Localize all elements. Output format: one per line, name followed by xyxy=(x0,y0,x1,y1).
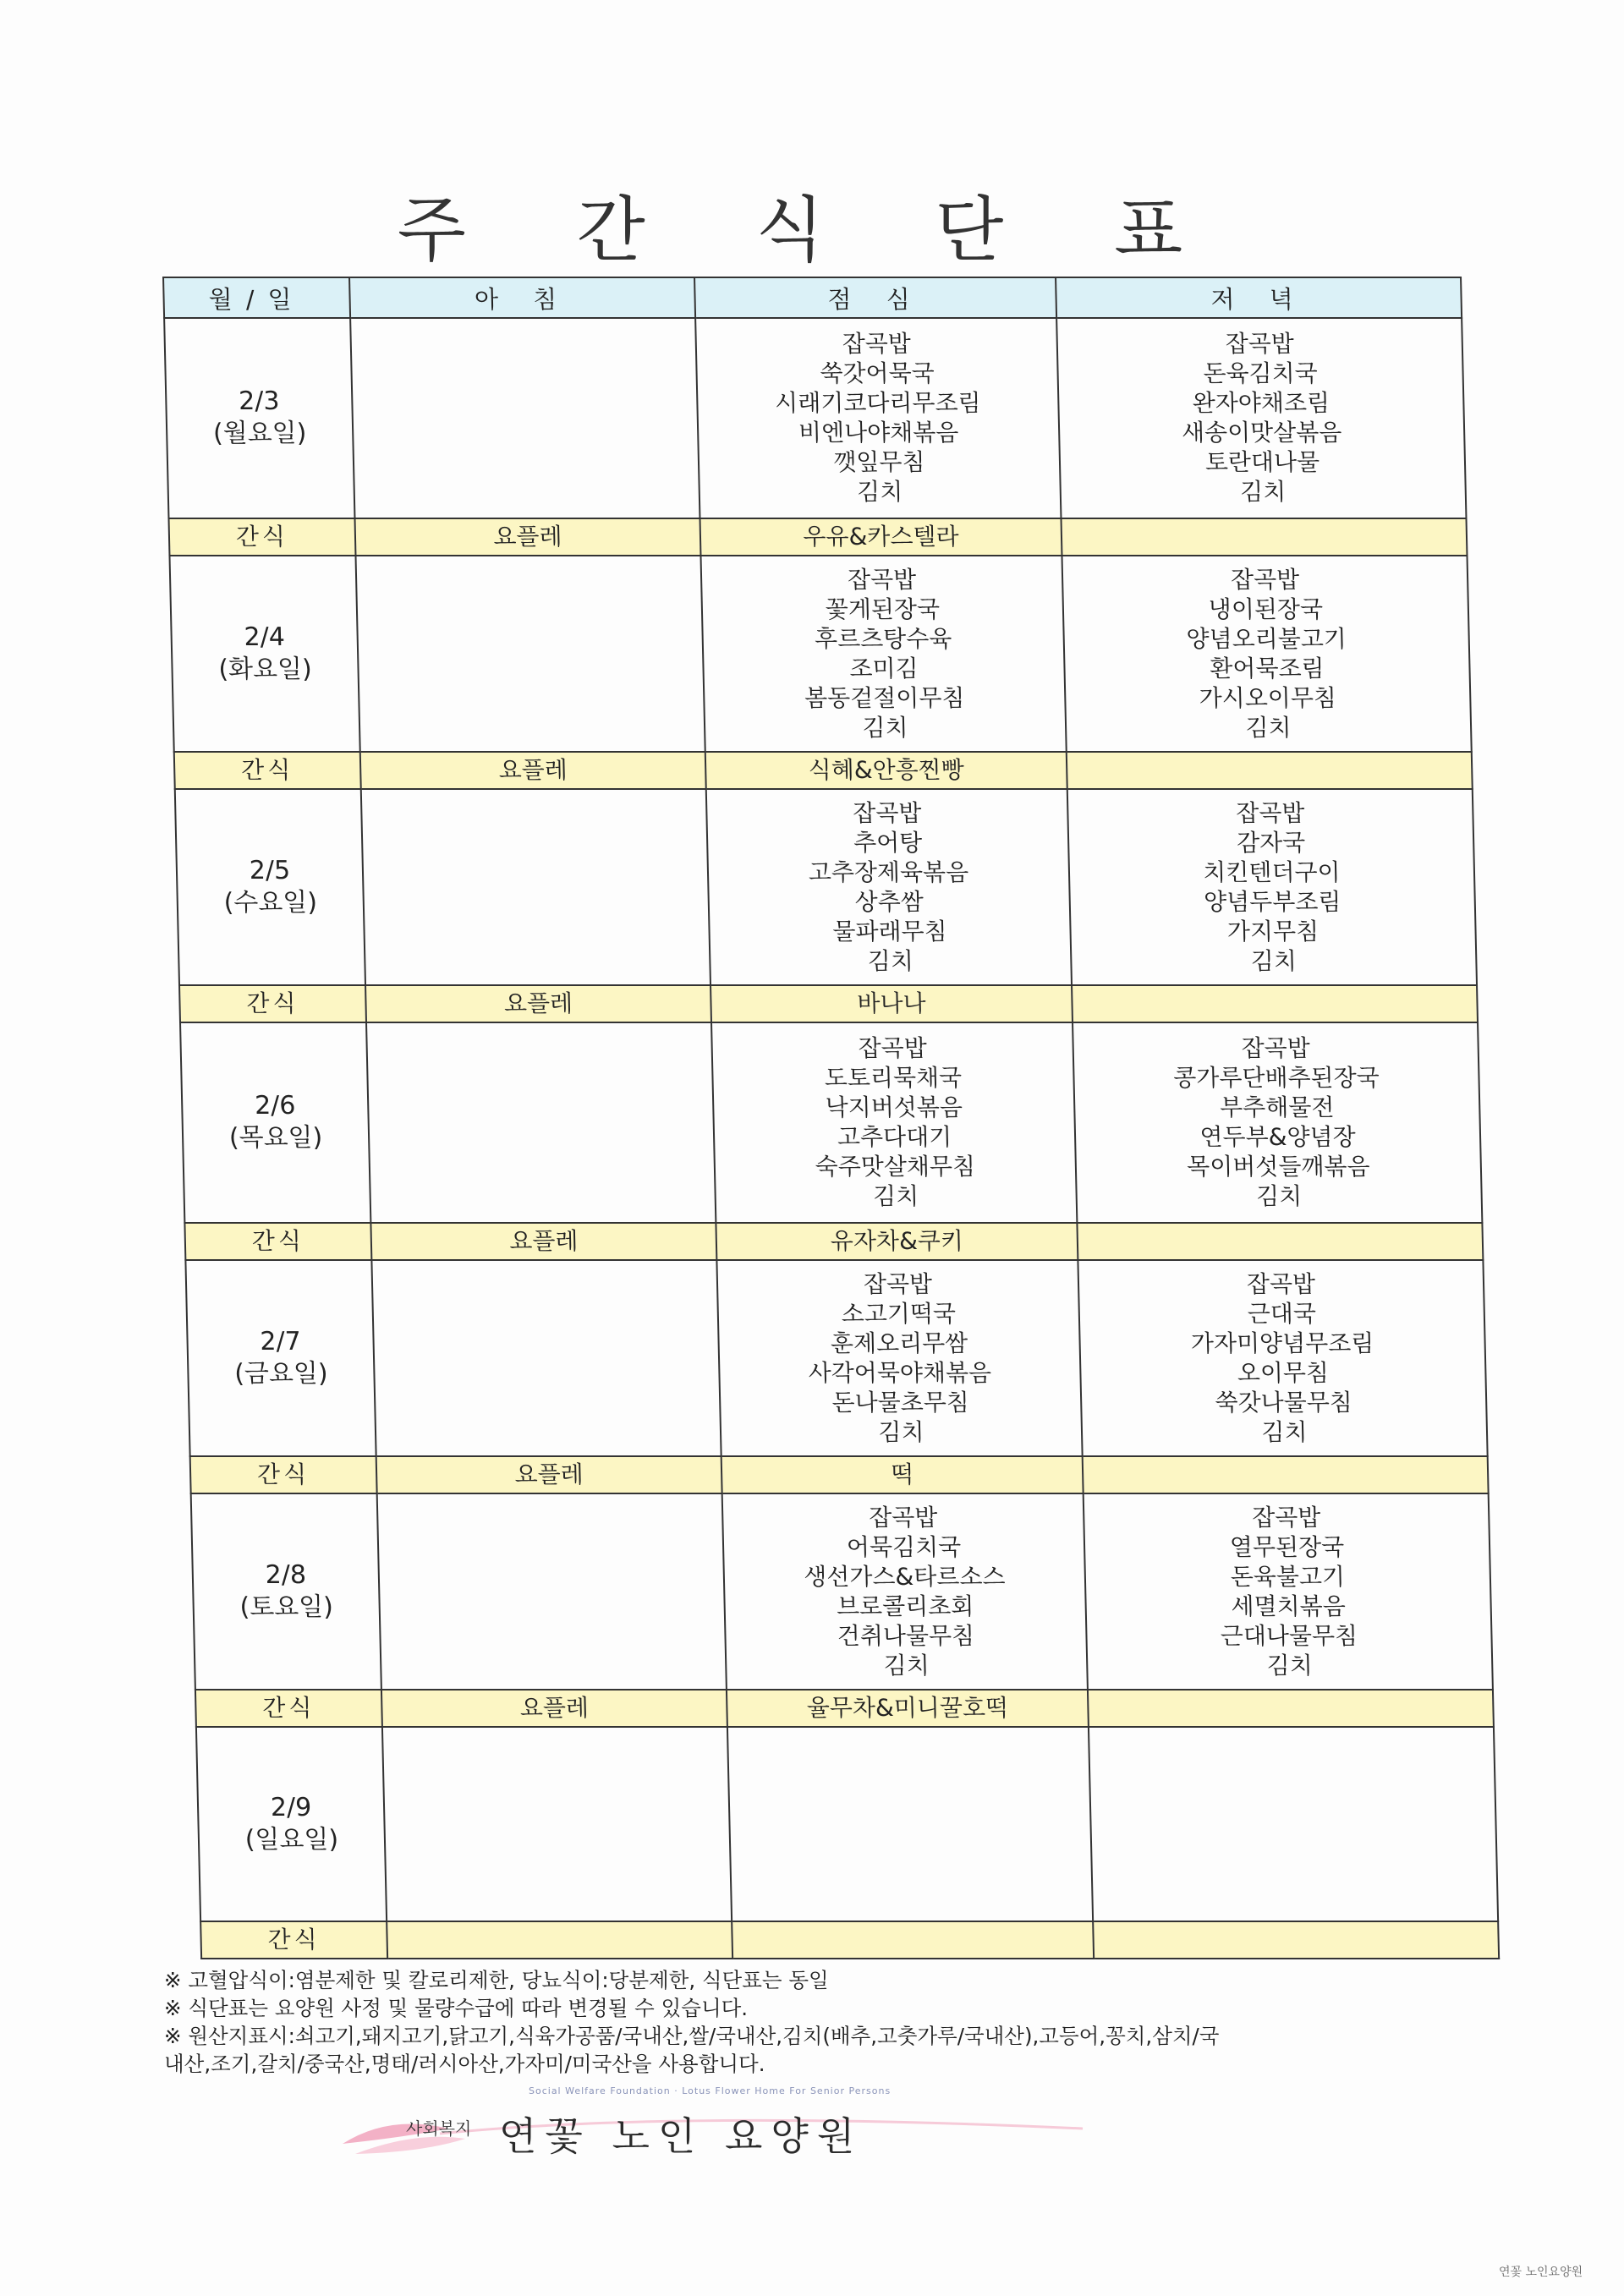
day-row xyxy=(175,789,1477,985)
menu-item: 추어탕 xyxy=(853,828,923,857)
menu-item: 근대나물무침 xyxy=(1220,1621,1358,1650)
day-weekday: (금요일) xyxy=(233,1358,329,1389)
note-line: ※ 식단표는 요양원 사정 및 물량수급에 따라 변경될 수 있습니다. xyxy=(164,1996,749,2020)
snack-label: 간식 xyxy=(174,752,361,789)
page-title: 주 간 식 단 표 xyxy=(397,189,1227,271)
menu-item: 비엔나야채볶음 xyxy=(798,419,959,447)
snack-label: 간식 xyxy=(195,1690,382,1727)
snack-label: 간식 xyxy=(179,985,366,1022)
menu-item: 김치 xyxy=(867,946,914,975)
menu-item: 잡곡밥 xyxy=(868,1503,938,1532)
day-row xyxy=(196,1727,1498,1921)
day-row xyxy=(191,1493,1493,1690)
menu-item: 김치 xyxy=(856,478,903,507)
day-weekday: (토요일) xyxy=(239,1592,334,1622)
snack-breakfast-cell: 요플레 xyxy=(354,518,700,556)
lunch-cell xyxy=(722,1493,1088,1690)
menu-item: 환어묵조림 xyxy=(1210,654,1325,682)
day-date: 2/6 xyxy=(254,1091,296,1121)
lunch-cell xyxy=(716,1260,1082,1456)
menu-item: 잡곡밥 xyxy=(1225,330,1295,359)
menu-item: 잡곡밥 xyxy=(1246,1269,1316,1298)
menu-item: 상추쌈 xyxy=(854,887,924,916)
lunch-cell xyxy=(727,1727,1093,1921)
menu-item: 열무된장국 xyxy=(1229,1532,1345,1561)
menu-item: 김치 xyxy=(1250,946,1298,975)
menu-item: 김치 xyxy=(1245,713,1292,742)
weekly-menu-table xyxy=(162,277,1500,1959)
menu-item: 사각어묵야채볶음 xyxy=(808,1358,992,1387)
menu-item: 훈제오리무쌈 xyxy=(830,1329,968,1357)
snack-lunch-cell: 바나나 xyxy=(710,985,1073,1022)
snack-lunch-cell xyxy=(732,1921,1094,1959)
menu-item: 후르츠탕수육 xyxy=(814,624,952,653)
day-cell xyxy=(169,556,359,752)
note-line: 내산,조기,갈치/중국산,명태/러시아산,가자미/미국산을 사용합니다. xyxy=(164,2052,765,2076)
snack-dinner-cell xyxy=(1067,752,1473,789)
day-row xyxy=(164,318,1466,518)
menu-item: 치킨텐더구이 xyxy=(1202,858,1341,886)
day-date: 2/5 xyxy=(249,855,291,885)
menu-item: 오이무침 xyxy=(1237,1358,1330,1387)
dinner-cell xyxy=(1062,556,1471,752)
menu-item: 연두부&양념장 xyxy=(1199,1123,1357,1152)
header-breakfast: 아 침 xyxy=(349,277,695,318)
breakfast-cell xyxy=(361,789,710,985)
snack-lunch-cell: 우유&카스텔라 xyxy=(700,518,1062,556)
snack-row xyxy=(200,1921,1499,1959)
day-cell xyxy=(180,1022,370,1223)
day-date: 2/3 xyxy=(238,386,280,417)
menu-item: 도토리묵채국 xyxy=(824,1064,963,1093)
snack-dinner-cell xyxy=(1077,1223,1483,1260)
footer-subtitle: Social Welfare Foundation · Lotus Flower Home For Senior Persons xyxy=(529,2085,892,2096)
menu-item: 부추해물전 xyxy=(1219,1093,1335,1122)
note-line: ※ 고혈압식이:염분제한 및 칼로리제한, 당뇨식이:당분제한, 식단표는 동일 xyxy=(164,1968,829,1992)
menu-item: 완자야채조림 xyxy=(1192,389,1330,418)
day-cell xyxy=(196,1727,387,1921)
snack-breakfast-cell: 요플레 xyxy=(376,1456,722,1493)
corner-watermark: 연꽃 노인요양원 xyxy=(1499,2266,1583,2279)
menu-item: 냉이된장국 xyxy=(1208,595,1324,623)
header-lunch: 점 심 xyxy=(694,277,1056,318)
breakfast-cell xyxy=(377,1493,727,1690)
day-date: 2/8 xyxy=(265,1559,307,1590)
snack-label: 간식 xyxy=(190,1456,377,1493)
footer-org: 사회복지 xyxy=(406,2118,472,2139)
menu-item: 잡곡밥 xyxy=(1235,798,1305,827)
menu-item: 가시오이무침 xyxy=(1199,683,1337,712)
snack-breakfast-cell: 요플레 xyxy=(370,1223,716,1260)
menu-item: 양념두부조림 xyxy=(1203,887,1341,916)
menu-item: 세멸치볶음 xyxy=(1231,1592,1347,1620)
note-line: ※ 원산지표시:쇠고기,돼지고기,닭고기,식육가공품/국내산,쌀/국내산,김치(배추,고춧가루/국내산),고등어,꽁치,삼치/국 xyxy=(164,2024,1220,2048)
menu-item: 양념오리불고기 xyxy=(1186,624,1347,653)
menu-item: 고추다대기 xyxy=(837,1123,952,1152)
menu-item: 콩가루단배추된장국 xyxy=(1172,1064,1380,1093)
menu-item: 돈육김치국 xyxy=(1203,359,1319,388)
menu-item: 물파래무침 xyxy=(832,917,948,945)
snack-label: 간식 xyxy=(184,1223,371,1260)
menu-item: 꽃게된장국 xyxy=(825,595,941,623)
menu-item: 숙주맛살채무침 xyxy=(815,1153,976,1181)
lunch-cell xyxy=(711,1022,1077,1223)
menu-item: 잡곡밥 xyxy=(858,1034,928,1063)
menu-item: 새송이맛살볶음 xyxy=(1181,419,1342,447)
snack-dinner-cell xyxy=(1061,518,1467,556)
menu-item: 쑥갓나물무침 xyxy=(1215,1388,1353,1417)
menu-item: 김치 xyxy=(1266,1651,1314,1680)
day-weekday: (일요일) xyxy=(244,1824,339,1855)
menu-item: 브로콜리초회 xyxy=(836,1592,974,1620)
menu-item: 김치 xyxy=(862,713,909,742)
breakfast-cell xyxy=(371,1260,721,1456)
snack-row xyxy=(195,1690,1494,1727)
day-date: 2/4 xyxy=(244,622,286,652)
dinner-cell xyxy=(1084,1493,1493,1690)
menu-item: 잡곡밥 xyxy=(852,798,922,827)
menu-item: 잡곡밥 xyxy=(1241,1034,1311,1063)
menu-item: 잡곡밥 xyxy=(863,1269,933,1298)
snack-lunch-cell: 떡 xyxy=(721,1456,1084,1493)
snack-dinner-cell xyxy=(1093,1921,1499,1959)
menu-item: 토란대나물 xyxy=(1204,448,1320,477)
day-cell xyxy=(191,1493,381,1690)
snack-lunch-cell: 율무차&미니꿀호떡 xyxy=(727,1690,1089,1727)
day-cell xyxy=(185,1260,376,1456)
day-weekday: (목요일) xyxy=(228,1123,323,1153)
lunch-cell xyxy=(695,318,1061,518)
day-row xyxy=(185,1260,1487,1456)
lunch-cell xyxy=(706,789,1072,985)
dinner-cell xyxy=(1056,318,1466,518)
menu-item: 목이버섯들깨볶음 xyxy=(1186,1153,1370,1181)
menu-item: 김치 xyxy=(883,1651,930,1680)
snack-dinner-cell xyxy=(1088,1690,1494,1727)
snack-dinner-cell xyxy=(1083,1456,1489,1493)
breakfast-cell xyxy=(366,1022,716,1223)
snack-label: 간식 xyxy=(200,1921,387,1959)
snack-row xyxy=(184,1223,1483,1260)
snack-row xyxy=(168,518,1467,556)
menu-body xyxy=(164,318,1499,1959)
day-weekday: (월요일) xyxy=(212,419,307,449)
menu-item: 김치 xyxy=(1255,1182,1303,1211)
menu-item: 김치 xyxy=(872,1182,919,1211)
snack-label: 간식 xyxy=(168,518,355,556)
header-dinner: 저 녁 xyxy=(1056,277,1462,318)
snack-row xyxy=(190,1456,1489,1493)
lunch-cell xyxy=(700,556,1066,752)
menu-item: 잡곡밥 xyxy=(1251,1503,1321,1532)
day-row xyxy=(180,1022,1482,1223)
header-day: 월/일 xyxy=(163,277,350,318)
menu-item: 김치 xyxy=(1239,478,1287,507)
breakfast-cell xyxy=(355,556,705,752)
snack-breakfast-cell: 요플레 xyxy=(360,752,706,789)
menu-item: 잡곡밥 xyxy=(1230,565,1300,594)
snack-dinner-cell xyxy=(1072,985,1478,1022)
day-row xyxy=(169,556,1471,752)
day-date: 2/9 xyxy=(270,1792,312,1822)
menu-item: 봄동겉절이무침 xyxy=(804,683,965,712)
menu-item: 낙지버섯볶음 xyxy=(825,1093,963,1122)
snack-breakfast-cell xyxy=(387,1921,732,1959)
notes xyxy=(164,1966,1484,2078)
footer-name: 연꽃 노인 요양원 xyxy=(499,2113,864,2159)
menu-item: 김치 xyxy=(878,1417,924,1446)
menu-item: 쑥갓어묵국 xyxy=(820,359,935,388)
menu-table-wrapper xyxy=(162,277,1498,1959)
day-weekday: (화요일) xyxy=(217,654,313,684)
menu-item: 어묵김치국 xyxy=(846,1532,962,1561)
menu-item: 시래기코다리무조림 xyxy=(774,389,981,418)
header-row xyxy=(163,277,1462,318)
menu-item: 깻잎무침 xyxy=(833,448,925,477)
dinner-cell xyxy=(1078,1260,1487,1456)
day-cell xyxy=(175,789,365,985)
menu-item: 김치 xyxy=(1261,1417,1308,1446)
menu-item: 잡곡밥 xyxy=(842,330,912,359)
snack-breakfast-cell: 요플레 xyxy=(381,1690,727,1727)
snack-lunch-cell: 유자차&쿠키 xyxy=(716,1223,1078,1260)
day-date: 2/7 xyxy=(260,1326,302,1356)
menu-item: 근대국 xyxy=(1247,1299,1317,1328)
menu-item: 조미김 xyxy=(849,654,919,682)
snack-row xyxy=(179,985,1478,1022)
menu-item: 가지무침 xyxy=(1226,917,1320,945)
breakfast-cell xyxy=(350,318,700,518)
snack-lunch-cell: 식혜&안흥찐빵 xyxy=(705,752,1067,789)
dinner-cell xyxy=(1067,789,1477,985)
menu-item: 감자국 xyxy=(1236,828,1306,857)
dinner-cell xyxy=(1073,1022,1482,1223)
menu-item: 고추장제육볶음 xyxy=(808,858,969,886)
breakfast-cell xyxy=(382,1727,732,1921)
menu-item: 생선가스&타르소스 xyxy=(803,1562,1006,1591)
menu-item: 가자미양념무조림 xyxy=(1190,1329,1374,1357)
menu-item: 건취나물무침 xyxy=(837,1621,975,1650)
menu-item: 돈육불고기 xyxy=(1230,1562,1346,1591)
dinner-cell xyxy=(1089,1727,1498,1921)
snack-breakfast-cell: 요플레 xyxy=(365,985,711,1022)
menu-item: 잡곡밥 xyxy=(847,565,917,594)
menu-item: 소고기떡국 xyxy=(841,1299,957,1328)
day-cell xyxy=(164,318,354,518)
day-weekday: (수요일) xyxy=(223,887,318,918)
snack-row xyxy=(174,752,1473,789)
menu-item: 돈나물초무침 xyxy=(831,1388,970,1417)
